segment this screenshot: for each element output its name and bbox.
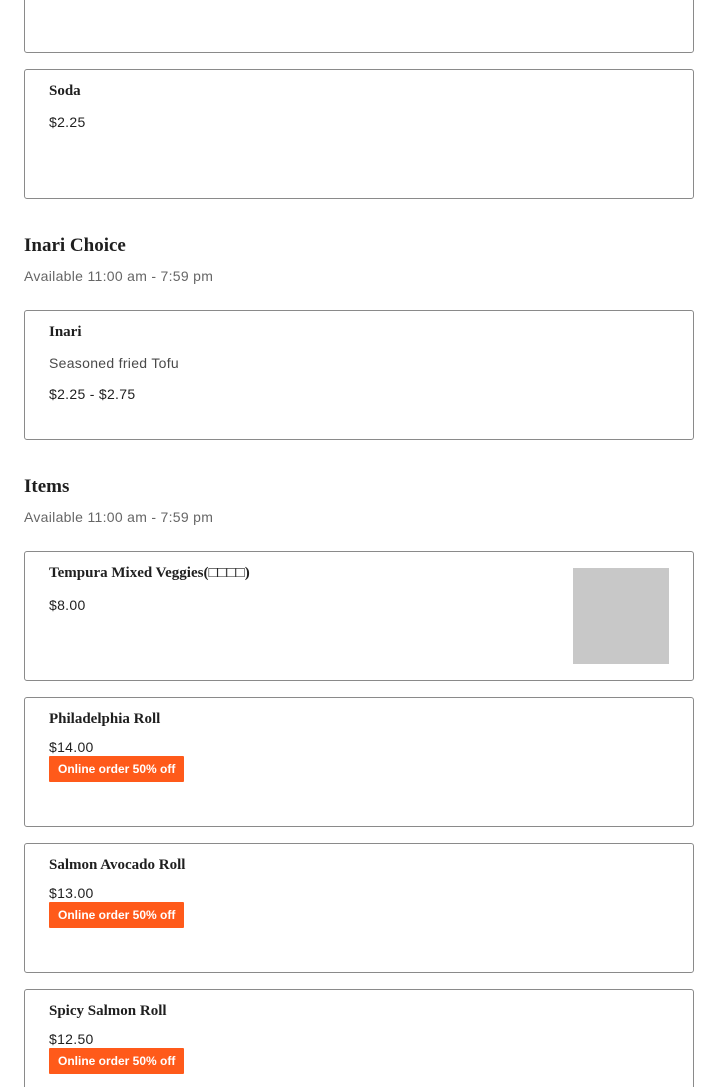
discount-badge: Online order 50% off bbox=[49, 756, 184, 782]
section-title-items: Items bbox=[24, 476, 70, 497]
menu-item-card-soda[interactable] bbox=[24, 69, 694, 199]
section-title-inari-choice: Inari Choice bbox=[24, 235, 126, 256]
item-price: $8.00 bbox=[49, 597, 86, 613]
menu-item-card-philadelphia-roll[interactable] bbox=[24, 697, 694, 827]
item-price: $14.00 bbox=[49, 739, 94, 755]
item-description: Seasoned fried Tofu bbox=[49, 355, 179, 371]
section-availability: Available 11:00 am - 7:59 pm bbox=[24, 509, 214, 525]
item-price: $2.25 bbox=[49, 114, 86, 130]
section-availability: Available 11:00 am - 7:59 pm bbox=[24, 268, 214, 284]
item-name: Salmon Avocado Roll bbox=[49, 857, 186, 873]
discount-badge: Online order 50% off bbox=[49, 1048, 184, 1074]
item-name: Philadelphia Roll bbox=[49, 711, 161, 727]
item-price: $2.25 - $2.75 bbox=[49, 386, 136, 402]
item-image-placeholder bbox=[573, 568, 669, 664]
menu-item-card[interactable] bbox=[24, 0, 694, 53]
item-price: $12.50 bbox=[49, 1031, 94, 1047]
menu-item-card-inari[interactable] bbox=[24, 310, 694, 440]
menu-item-card-spicy-salmon-roll[interactable] bbox=[24, 989, 694, 1087]
item-price: $13.00 bbox=[49, 885, 94, 901]
discount-badge: Online order 50% off bbox=[49, 902, 184, 928]
item-name: Tempura Mixed Veggies(□□□□) bbox=[49, 565, 250, 581]
menu-item-card-salmon-avocado-roll[interactable] bbox=[24, 843, 694, 973]
item-name: Inari bbox=[49, 324, 82, 340]
item-name: Spicy Salmon Roll bbox=[49, 1003, 167, 1019]
item-name: Soda bbox=[49, 83, 81, 99]
menu-item-card-tempura[interactable] bbox=[24, 551, 694, 681]
